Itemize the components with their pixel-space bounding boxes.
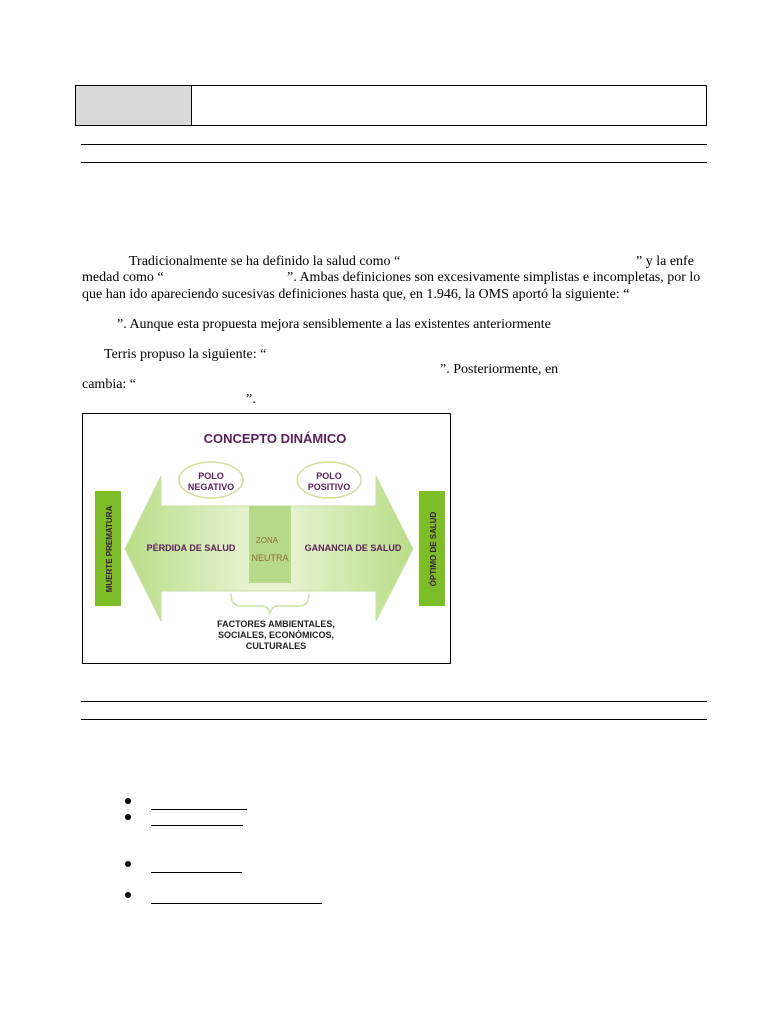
negative-pole-label: NEGATIVO (187, 482, 235, 492)
list-item-link[interactable] (151, 872, 242, 873)
bullet-dot (125, 798, 131, 804)
paragraph-text: que han ido apareciendo sucesivas definiciones hasta que, en 1.946, la OMS aportó la siguiente: “ (82, 287, 630, 302)
section-rule (81, 719, 707, 720)
list-item-link[interactable] (151, 825, 243, 826)
factors-label: FACTORES AMBIENTALES, (217, 619, 335, 629)
bullet-dot (125, 814, 131, 820)
section-rule (81, 701, 707, 702)
factors-label: SOCIALES, ECONÓMICOS, (217, 630, 335, 640)
concept-diagram (82, 413, 451, 664)
paragraph-text: ”. Ambas definiciones son excesivamente simplistas e incompletas, por lo (287, 270, 701, 285)
concept-diagram-svg (83, 414, 450, 663)
list-item (125, 858, 385, 875)
positive-pole-label: POSITIVO (307, 482, 351, 492)
zone-label: NEUTRA (251, 553, 289, 563)
paragraph-text: ”. (246, 392, 256, 407)
factors-brace (231, 594, 309, 614)
zone-label: ZONA (255, 536, 279, 545)
left-arrow-label: PÉRDIDA DE SALUD (146, 543, 236, 553)
right-bar-label: ÓPTIMO DE SALUD (429, 511, 438, 587)
list-item-link[interactable] (151, 903, 322, 904)
diagram-title: CONCEPTO DINÁMICO (203, 431, 347, 446)
bullet-dot (125, 861, 131, 867)
paragraph-text: Terris propuso la siguiente: “ (104, 347, 267, 362)
factors-label: CULTURALES (245, 641, 307, 651)
paragraph-text: Tradicionalmente se ha definido la salud como “ (129, 254, 401, 269)
paragraph-text: ”. Posteriormente, en (440, 362, 559, 377)
paragraph-text: ”. Aunque esta propuesta mejora sensiblemente a las existentes anteriormente (117, 317, 551, 332)
bullet-dot (125, 892, 131, 898)
section-rule (81, 162, 707, 163)
left-bar-label: MUERTE PREMATURA (105, 505, 114, 593)
negative-pole-label: POLO (198, 471, 224, 481)
list-item-link[interactable] (151, 809, 247, 810)
header-title-cell (192, 86, 706, 125)
header-label-cell (76, 86, 192, 125)
paragraph-text: medad como “ (82, 270, 164, 285)
positive-pole-label: POLO (316, 471, 342, 481)
section-rule (81, 144, 707, 145)
right-arrow-label: GANANCIA DE SALUD (304, 543, 402, 553)
header-table (75, 85, 707, 126)
paragraph-text: ” y la enfe (636, 254, 694, 269)
list-item (125, 795, 385, 812)
paragraph-text: cambia: “ (82, 377, 137, 392)
list-item (125, 889, 385, 906)
list-item (125, 811, 385, 828)
